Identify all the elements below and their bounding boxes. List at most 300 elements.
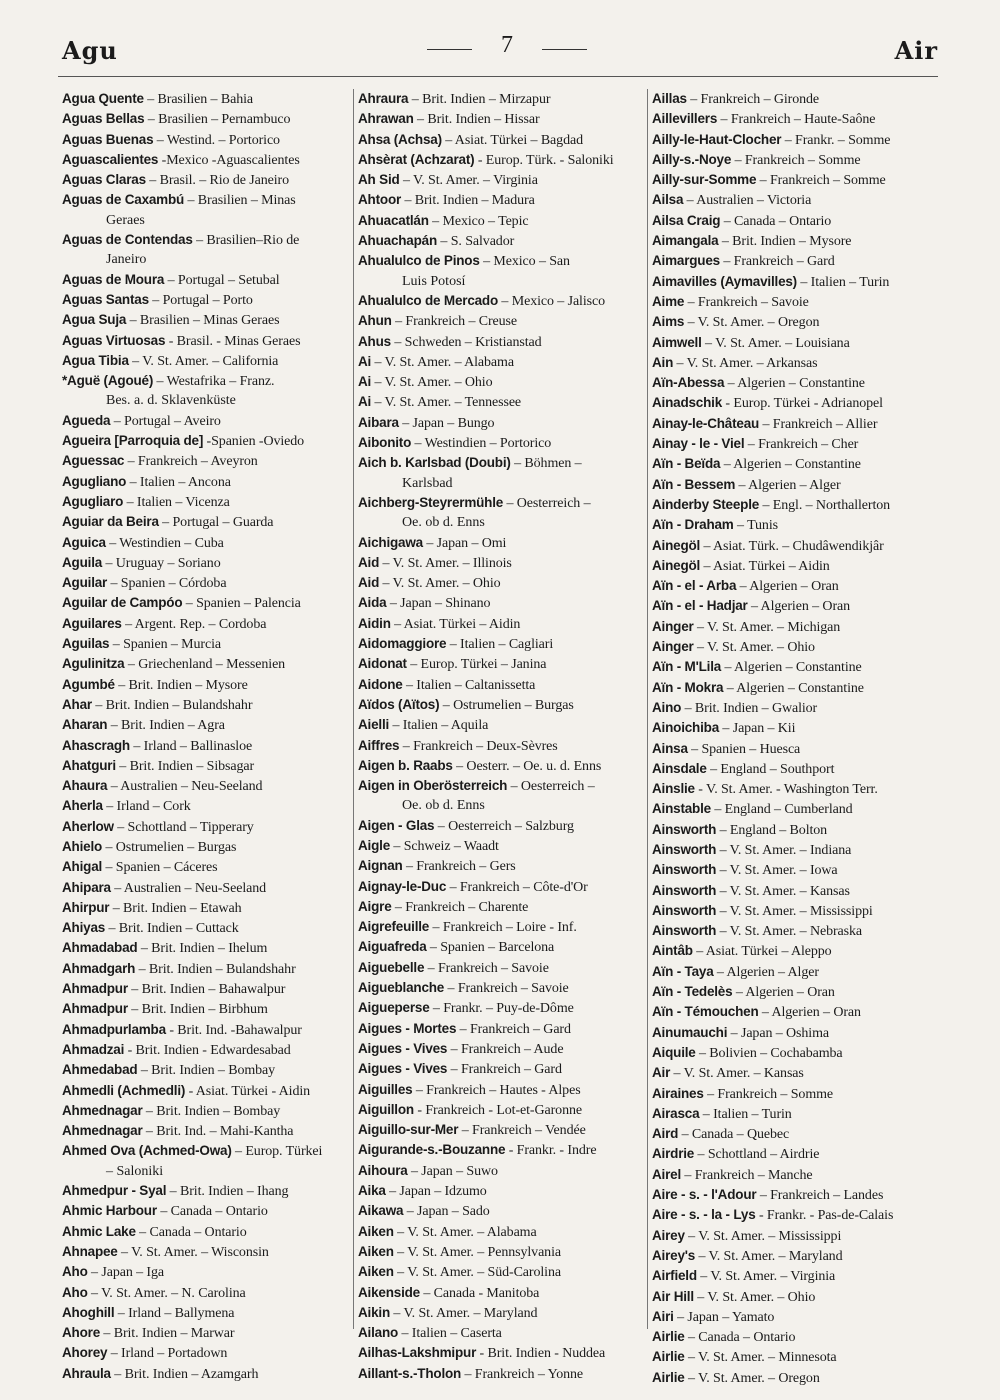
- entry-name: Aïn - Témouchen: [652, 1004, 759, 1020]
- list-item: [62, 736, 354, 756]
- entry-location: – Mexico – Jalisco: [498, 293, 606, 309]
- entry-location: – V. St. Amer. – Minnesota: [684, 1350, 837, 1366]
- entry-name: Ahualulco de Pinos: [358, 253, 480, 269]
- entry-name: Aimavilles (Aymavilles): [652, 273, 797, 289]
- entry-name: Aimargues: [652, 253, 720, 269]
- list-item: [358, 311, 650, 331]
- entry-name: Ainger: [652, 618, 694, 634]
- entry-location: – Portugal – Guarda: [158, 515, 274, 531]
- entry-location: – V. St. Amer. – Tennessee: [371, 395, 522, 411]
- list-item: [62, 533, 354, 553]
- entry-name: Aigues - Vives: [358, 1040, 448, 1056]
- entry-location: – Algerien – Oran: [747, 599, 851, 615]
- list-item: [652, 1266, 944, 1286]
- entry-name: Ailano: [358, 1325, 399, 1341]
- entry-name: Aigle: [358, 837, 391, 853]
- entry-name: Ahmadgarh: [62, 960, 136, 976]
- list-item: [652, 637, 944, 657]
- entry-name: Ahascragh: [62, 737, 130, 753]
- list-item: [358, 776, 650, 816]
- list-item: [652, 617, 944, 637]
- entry-name: Ahsa (Achsa): [358, 131, 442, 147]
- list-item: [358, 130, 650, 150]
- list-item: [358, 573, 650, 593]
- list-item: [652, 373, 944, 393]
- list-item: [652, 779, 944, 799]
- entry-location: – Algerien – Oran: [736, 579, 839, 595]
- entry-name: Aichberg-Steyrermühle: [358, 494, 504, 510]
- entry-location: – Frankreich – Savoie: [684, 294, 809, 310]
- entry-location: – Westind. – Portorico: [153, 132, 280, 148]
- entry-name: Aignay-le-Duc: [358, 878, 447, 894]
- list-item: [652, 231, 944, 251]
- list-item: [358, 291, 650, 311]
- entry-location: – Algerien – Alger: [735, 477, 841, 493]
- entry-name: Aichigawa: [358, 534, 423, 550]
- entry-location: – Canada – Ontario: [684, 1330, 796, 1346]
- list-item: [62, 593, 354, 613]
- entry-location: – Brit. Indien – Mirzapur: [408, 92, 551, 107]
- list-item: [358, 553, 650, 573]
- list-item: [652, 251, 944, 271]
- list-item: [358, 634, 650, 654]
- entry-name: Aikawa: [358, 1203, 404, 1219]
- entry-location: - Brit. Indien - Edwardesabad: [124, 1042, 291, 1058]
- entry-location: – Frankr. – Somme: [781, 132, 891, 148]
- entry-location: – Brit. Indien – Ihang: [166, 1184, 289, 1200]
- entry-location: – Brit. Indien – Bombay: [137, 1063, 276, 1079]
- entry-name: Ailly-le-Haut-Clocher: [652, 131, 782, 147]
- list-item: [652, 1124, 944, 1144]
- entry-location: – Asiat. Türkei – Aidin: [390, 616, 521, 632]
- entry-name: Ahmedli (Achmedli): [62, 1082, 186, 1098]
- entry-location: – V. St. Amer. – Kansas: [716, 883, 850, 899]
- list-item: [62, 878, 354, 898]
- list-item: [652, 1307, 944, 1327]
- list-item: [62, 1283, 354, 1303]
- list-item: [62, 109, 354, 129]
- entry-name: Ahore: [62, 1325, 101, 1341]
- entry-location: – Frankreich – Gard: [456, 1021, 571, 1037]
- entry-name: Aiguillo-sur-Mer: [358, 1122, 459, 1138]
- list-item: [652, 536, 944, 556]
- list-item: [652, 150, 944, 170]
- entry-name: Aika: [358, 1183, 386, 1199]
- entry-name: Aguas Virtuosas: [62, 332, 166, 348]
- entry-name: Aguila: [62, 554, 103, 570]
- entry-location: – V. St. Amer. – Ohio: [371, 375, 493, 391]
- entry-location: – V. St. Amer. – Virginia: [696, 1269, 836, 1285]
- list-item: [358, 1262, 650, 1282]
- entry-location: – Brit. Indien – Bahawalpur: [127, 982, 286, 998]
- list-item: [652, 840, 944, 860]
- entry-location: – Ostrumelien – Burgas: [102, 839, 237, 855]
- entry-location: – V. St. Amer. – Ohio: [379, 576, 501, 592]
- entry-name: Ahus: [358, 333, 391, 349]
- entry-continuation: Janeiro: [106, 252, 147, 268]
- entry-name: Ainger: [652, 639, 694, 655]
- entry-name: Aïn - Tedelès: [652, 984, 733, 1000]
- list-item: [358, 352, 650, 372]
- list-item: [62, 451, 354, 471]
- entry-name: Ahar: [62, 696, 92, 712]
- entry-location: – Australien – Victoria: [683, 193, 812, 209]
- list-item: [62, 1060, 354, 1080]
- entry-location: – S. Salvador: [437, 234, 515, 250]
- list-item: [62, 1343, 354, 1363]
- entry-name: Ahmednagar: [62, 1102, 143, 1118]
- entry-location: -Mexico -Aguascalientes: [158, 152, 300, 168]
- list-item: [62, 918, 354, 938]
- entry-name: Aidin: [358, 615, 391, 631]
- entry-name: Aiguebelle: [358, 959, 425, 975]
- entry-location: – Brit. Indien – Mysore: [718, 234, 852, 250]
- list-item: [652, 89, 944, 109]
- entry-location: - Frankr. - Indre: [505, 1143, 597, 1159]
- entry-location: – Algerien – Constantine: [721, 660, 862, 676]
- entry-name: Airel: [652, 1166, 682, 1182]
- entry-name: Aguas de Contendas: [62, 232, 193, 248]
- entry-name: Ainegöl: [652, 537, 701, 553]
- list-item: [358, 715, 650, 735]
- list-item: [62, 230, 354, 270]
- entry-name: Agua Tibia: [62, 352, 129, 368]
- entry-name: Aiguafreda: [358, 939, 427, 955]
- entry-name: Airey: [652, 1227, 685, 1243]
- list-item: [652, 333, 944, 353]
- entry-name: Agugliano: [62, 473, 127, 489]
- entry-location: – Brit. Indien – Cuttack: [105, 921, 239, 937]
- entry-name: Ahuacatlán: [358, 212, 429, 228]
- entry-location: – V. St. Amer. – N. Carolina: [87, 1285, 246, 1301]
- entry-location: – Frankreich – Côte-d'Or: [446, 879, 588, 895]
- entry-location: - V. St. Amer. - Washington Terr.: [694, 782, 878, 798]
- entry-name: Aigrefeuille: [358, 919, 430, 935]
- entry-name: Ainay-le-Château: [652, 415, 760, 431]
- entry-location: – Westindien – Cuba: [105, 535, 224, 551]
- entry-name: Aïn - Mokra: [652, 679, 724, 695]
- entry-location: – Griechenland – Messenien: [124, 657, 286, 673]
- entry-name: Airfield: [652, 1268, 697, 1284]
- entry-location: – V. St. Amer. – Virginia: [399, 173, 538, 189]
- list-item: [652, 109, 944, 129]
- list-item: [358, 1120, 650, 1140]
- list-item: [652, 1063, 944, 1083]
- entry-location: – Algerien – Oran: [758, 1005, 861, 1021]
- entry-location: – Italien – Aquila: [389, 718, 489, 734]
- entry-name: Aïn-Abessa: [652, 375, 725, 391]
- entry-name: Ahmadpur: [62, 981, 128, 997]
- entry-location: – Westindien – Portorico: [411, 436, 552, 452]
- entry-location: – Algerien – Constantine: [723, 680, 864, 696]
- entry-location: – Japan – Yamato: [673, 1309, 775, 1325]
- entry-location: – England – Bolton: [716, 822, 828, 838]
- list-item: [652, 718, 944, 738]
- entry-name: Ahaura: [62, 778, 108, 794]
- list-item: [62, 1141, 354, 1181]
- list-item: [62, 270, 354, 290]
- list-item: [62, 1121, 354, 1141]
- entry-name: Ahoghill: [62, 1304, 115, 1320]
- list-item: [62, 150, 354, 170]
- entry-name: Aikin: [358, 1304, 391, 1320]
- entry-name: Aime: [652, 293, 685, 309]
- entry-location: – England – Cumberland: [710, 802, 853, 818]
- list-item: [358, 231, 650, 251]
- entry-location: – V. St. Amer. – Alabama: [371, 354, 514, 370]
- entry-location: – Frankreich – Creuse: [391, 314, 518, 330]
- list-item: [652, 475, 944, 495]
- header-last-entry: Air: [894, 36, 938, 65]
- list-item: [358, 1161, 650, 1181]
- entry-name: *Aguë (Agoué): [62, 373, 154, 389]
- entry-name: Aïn - el - Hadjar: [652, 598, 748, 614]
- entry-location: – Brit. Indien – Agra: [107, 718, 225, 734]
- entry-name: Aguilares: [62, 615, 122, 631]
- entry-location: – Brit. Indien – Marwar: [100, 1326, 235, 1342]
- entry-location: – V. St. Amer. – Maryland: [390, 1305, 538, 1321]
- entry-name: Ahmedabad: [62, 1062, 138, 1078]
- entry-name: Ahtoor: [358, 192, 402, 208]
- entry-location: – V. St. Amer. – Louisiana: [701, 335, 850, 351]
- list-item: [652, 211, 944, 231]
- column-divider: [647, 89, 648, 1329]
- list-item: [358, 1019, 650, 1039]
- list-item: [358, 1283, 650, 1303]
- list-item: [62, 89, 354, 109]
- entry-name: Ahmadabad: [62, 940, 138, 956]
- entry-location: – V. St. Amer. – Oregon: [684, 315, 820, 331]
- list-item: [358, 1201, 650, 1221]
- entry-name: Aintâb: [652, 943, 693, 959]
- list-item: [62, 817, 354, 837]
- entry-location: – Canada – Ontario: [720, 213, 832, 229]
- list-item: [652, 1347, 944, 1367]
- entry-location: – V. St. Amer. – Alabama: [393, 1224, 537, 1240]
- list-item: [358, 332, 650, 352]
- entry-name: Ainsworth: [652, 841, 717, 857]
- list-item: [652, 353, 944, 373]
- entry-location: – Spanien – Huesca: [687, 741, 801, 757]
- entry-name: Ahmic Harbour: [62, 1203, 157, 1219]
- entry-name: Ai: [358, 394, 372, 410]
- entry-name: Aho: [62, 1284, 88, 1300]
- entry-location: – Brasilien–Rio de: [192, 233, 300, 249]
- list-item: [62, 1040, 354, 1060]
- entry-name: Aguiar da Beira: [62, 514, 159, 530]
- entry-name: Aïn - Bessem: [652, 476, 736, 492]
- entry-name: Ahmadzai: [62, 1041, 125, 1057]
- entry-location: – Spanien – Córdoba: [107, 576, 227, 592]
- list-item: [62, 411, 354, 431]
- entry-name: Aino: [652, 699, 682, 715]
- entry-location: – Japan – Oshima: [727, 1025, 829, 1041]
- list-item: [652, 454, 944, 474]
- entry-location: – Italien – Cagliari: [446, 637, 554, 653]
- entry-location: – Canada – Quebec: [678, 1127, 790, 1143]
- entry-name: Aigre: [358, 898, 392, 914]
- entry-name: Aguas de Caxambú: [62, 192, 185, 208]
- entry-location: – V. St. Amer. – Nebraska: [716, 924, 863, 940]
- entry-name: Ahmed Ova (Achmed-Owa): [62, 1143, 232, 1159]
- entry-location: – Spanien – Cáceres: [102, 860, 218, 876]
- entry-name: Aguilar: [62, 575, 108, 591]
- entry-location: – Japan – Omi: [422, 535, 507, 551]
- entry-name: Ahualulco de Mercado: [358, 292, 499, 308]
- entry-name: Ahmadpurlamba: [62, 1021, 166, 1037]
- entry-name: Ailsa Craig: [652, 212, 721, 228]
- list-item: [358, 211, 650, 231]
- list-item: [652, 820, 944, 840]
- entry-location: – Frankreich – Savoie: [424, 960, 549, 976]
- entry-location: – Frankreich – Gard: [447, 1062, 562, 1078]
- entry-name: Ah Sid: [358, 172, 400, 188]
- entry-location: - Europ. Türk. - Saloniki: [474, 152, 614, 168]
- entry-name: Aguascalientes: [62, 151, 159, 167]
- list-item: [62, 898, 354, 918]
- entry-name: Aikenside: [358, 1284, 420, 1300]
- entry-location: - Europ. Türkei - Adrianopel: [722, 396, 883, 412]
- entry-name: Aherlow: [62, 818, 114, 834]
- entry-location: – Bolivien – Cochabamba: [695, 1045, 843, 1061]
- list-item: [652, 860, 944, 880]
- entry-name: Aillant-s.-Tholon: [358, 1365, 462, 1381]
- list-item: [358, 190, 650, 210]
- entry-name: Aiffres: [358, 737, 400, 753]
- list-item: [62, 1262, 354, 1282]
- entry-location: – Japan – Iga: [87, 1265, 165, 1281]
- column-3: [652, 89, 944, 1386]
- list-item: [62, 290, 354, 310]
- list-item: [62, 1242, 354, 1262]
- entry-location: – Frankreich – Manche: [681, 1167, 813, 1183]
- entry-name: Aigueperse: [358, 1000, 430, 1016]
- entry-name: Aich b. Karlsbad (Doubi): [358, 455, 511, 471]
- entry-name: Ai: [358, 353, 372, 369]
- list-item: [358, 836, 650, 856]
- entry-location: – Oesterreich – Salzburg: [434, 818, 574, 834]
- list-item: [62, 331, 354, 351]
- entry-name: Ahnapee: [62, 1243, 118, 1259]
- list-item: [358, 533, 650, 553]
- list-item: [652, 1104, 944, 1124]
- entry-name: Agua Quente: [62, 91, 144, 106]
- entry-name: Aire - s. - l'Adour: [652, 1187, 757, 1203]
- list-item: [652, 312, 944, 332]
- entry-location: – Brit. Indien – Gwalior: [681, 700, 818, 716]
- entry-name: Aillas: [652, 91, 687, 106]
- entry-location: – V. St. Amer. – Oregon: [684, 1370, 820, 1386]
- entry-location: – Brasilien – Bahia: [143, 92, 254, 107]
- entry-name: Aigen b. Raabs: [358, 757, 453, 773]
- entry-location: – Frankreich – Yonne: [461, 1366, 584, 1382]
- entry-location: – Uruguay – Soriano: [102, 555, 221, 571]
- list-item: [62, 938, 354, 958]
- list-item: [358, 1080, 650, 1100]
- entry-name: Ahirpur: [62, 899, 110, 915]
- list-item: [652, 1043, 944, 1063]
- entry-name: Ahun: [358, 313, 392, 329]
- entry-name: Aigues - Vives: [358, 1061, 448, 1077]
- list-item: [62, 492, 354, 512]
- list-item: [358, 1364, 650, 1384]
- entry-name: Aida: [358, 595, 387, 611]
- list-item: [652, 414, 944, 434]
- list-item: [652, 434, 944, 454]
- list-item: [358, 917, 650, 937]
- list-item: [652, 921, 944, 941]
- entry-location: – V. St. Amer. – California: [128, 353, 279, 369]
- entry-name: Aïn - Beïda: [652, 456, 721, 472]
- list-item: [358, 1059, 650, 1079]
- entry-location: – Spanien – Murcia: [109, 637, 222, 653]
- list-item: [652, 1144, 944, 1164]
- list-item: [358, 1039, 650, 1059]
- entry-location: – V. St. Amer. – Ohio: [693, 640, 815, 656]
- entry-name: Aherla: [62, 798, 103, 814]
- entry-name: Aiguilles: [358, 1081, 413, 1097]
- entry-location: - Brit. Indien - Nuddea: [476, 1346, 606, 1362]
- header-first-entry: Agu: [62, 36, 118, 65]
- entry-name: Aigues - Mortes: [358, 1020, 457, 1036]
- list-item: [62, 999, 354, 1019]
- entry-name: Aharan: [62, 717, 108, 733]
- list-item: [358, 433, 650, 453]
- entry-location: – Brit. Indien – Sibsagar: [115, 758, 255, 774]
- entry-location: – Frankreich – Savoie: [444, 981, 569, 997]
- entry-name: Aihoura: [358, 1162, 408, 1178]
- entry-name: Ahraula: [62, 1365, 111, 1381]
- list-item: [652, 759, 944, 779]
- entry-name: Airey's: [652, 1247, 696, 1263]
- column-divider: [353, 89, 354, 1329]
- entry-location: – Argent. Rep. – Cordoba: [121, 616, 267, 632]
- list-item: [652, 170, 944, 190]
- list-item: [62, 472, 354, 492]
- entry-name: Aire - s. - la - Lys: [652, 1207, 756, 1223]
- entry-location: – Frankreich – Somme: [756, 173, 886, 189]
- list-item: [62, 573, 354, 593]
- entry-name: Ain: [652, 354, 674, 370]
- entry-location: – Brit. Indien – Birbhum: [127, 1002, 268, 1018]
- entry-location: – Brasilien – Minas Geraes: [126, 313, 280, 329]
- list-item: [358, 170, 650, 190]
- list-item: [62, 170, 354, 190]
- list-item: [62, 1020, 354, 1040]
- entry-location: – Asiat. Türkei – Bagdad: [441, 132, 583, 148]
- entry-location: – Japan – Kii: [719, 721, 796, 737]
- list-item: [652, 799, 944, 819]
- list-item: [62, 190, 354, 230]
- list-item: [62, 837, 354, 857]
- entry-name: Aid: [358, 575, 380, 591]
- entry-location: – Portugal – Porto: [148, 292, 253, 308]
- entry-location: – Frankreich – Gers: [402, 859, 516, 875]
- entry-name: Airasca: [652, 1105, 700, 1121]
- entry-name: Ainderby Steeple: [652, 496, 760, 512]
- entry-continuation: Luis Potosí: [402, 273, 466, 289]
- list-item: [358, 593, 650, 613]
- entry-name: Aims: [652, 314, 685, 330]
- list-item: [62, 1303, 354, 1323]
- entry-name: Aiken: [358, 1264, 394, 1280]
- list-item: [62, 675, 354, 695]
- list-item: [62, 512, 354, 532]
- list-item: [652, 130, 944, 150]
- entry-name: Ahigal: [62, 859, 103, 875]
- entry-name: Airi: [652, 1308, 674, 1324]
- entry-name: Airlie: [652, 1349, 685, 1365]
